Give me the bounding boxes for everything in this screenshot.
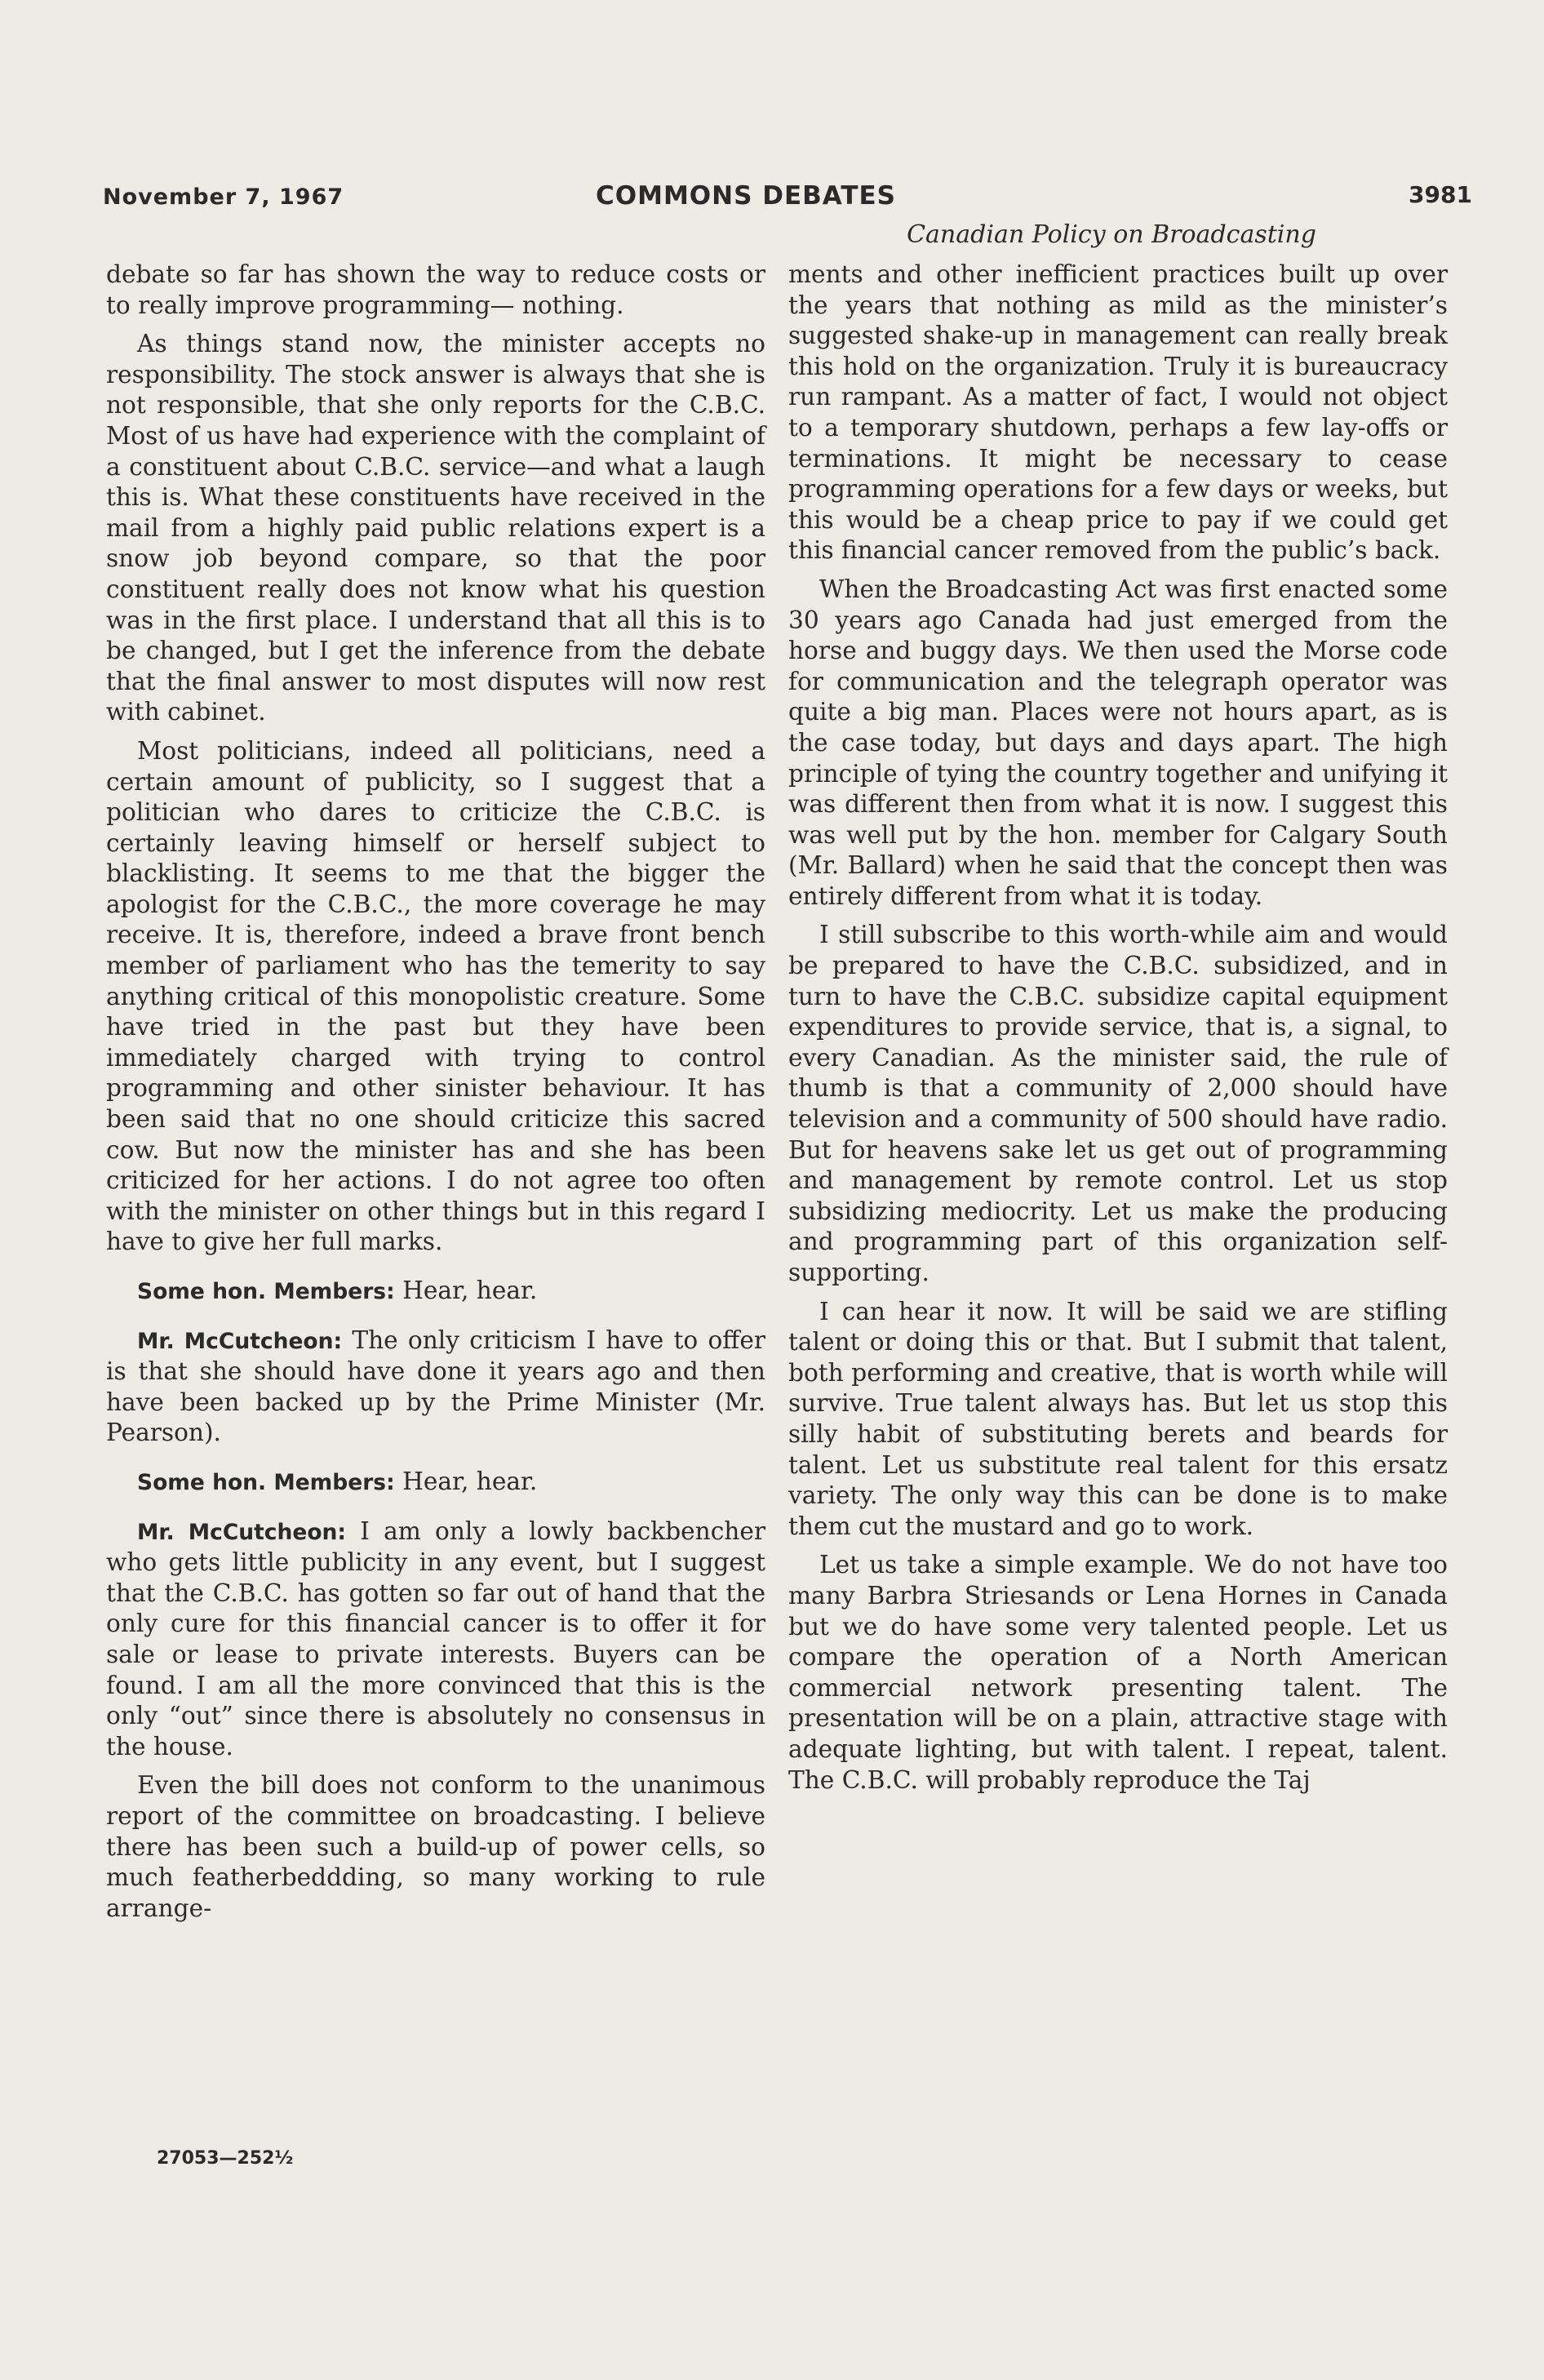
- paragraph: debate so far has shown the way to reduce costs or to really improve programming— nothing.: [106, 260, 765, 319]
- interjection: [106, 1276, 765, 1308]
- speaker-label: Mr. McCutcheon:: [137, 1328, 343, 1354]
- speaker-label: Some hon. Members:: [137, 1469, 395, 1495]
- speech: [106, 1516, 765, 1763]
- header-title: COMMONS DEBATES: [596, 181, 896, 211]
- speech-text: Hear, hear.: [402, 1277, 538, 1304]
- paragraph: As things stand now, the minister accepts no responsibility. The stock answer is always that she is not responsible, that she only reports for the C.B.C. Most of us have had experience with the complaint of a constituent about C.B.C. service—and what a laugh this is. What these constituents have received in the mail from a highly paid public relations expert is a snow job beyond compare, so that the poor constituent really does not know what his question was in the first place. I understand that all this is to be changed, but I get the inference from the debate that the final answer to most disputes will now rest with cabinet.: [106, 330, 765, 726]
- speech: [106, 1325, 765, 1449]
- paragraph: Most politicians, indeed all politicians, need a certain amount of publicity, so I suggest that a politician who dares to criticize the C.B.C. is certainly leaving himself or herself subject to blacklisting. It seems to me that the bigger the apologist for the C.B.C., the more coverage he may receive. It is, therefore, indeed a brave front bench member of parliament who has the temerity to say anything critical of this monopolistic creature. Some have tried in the past but they have been immediately charged with trying to control programming and other sinister behaviour. It has been said that no one should criticize this sacred cow. But now the minister has and she has been criticized for her actions. I do not agree too often with the minister on other things but in this regard I have to give her full marks.: [106, 736, 765, 1256]
- interjection: [106, 1467, 765, 1499]
- speech-text: Hear, hear.: [402, 1467, 538, 1495]
- right-column: [788, 260, 1448, 1804]
- paragraph: When the Broadcasting Act was first enacted some 30 years ago Canada had just emerged from the horse and buggy days. We then used the Morse code for communication and the telegraph operator was quite a big man. Places were not hours apart, as is the case today, but days and days apart. The high principle of tying the country together and unifying it was different then from what it is now. I suggest this was well put by the hon. member for Calgary South (Mr. Ballard) when he said that the concept then was entirely different from what it is today.: [788, 575, 1448, 910]
- running-head: Canadian Policy on Broadcasting: [907, 220, 1316, 249]
- page-number: 3981: [1409, 181, 1472, 208]
- speaker-label: Mr. McCutcheon:: [137, 1519, 347, 1545]
- paragraph: I still subscribe to this worth-while aim and would be prepared to have the C.B.C. subsidized, and in turn to have the C.B.C. subsidize capital equipment expenditures to provide service, that is, a signal, to every Canadian. As the minister said, the rule of thumb is that a community of 2,000 should have television and a community of 500 should have radio. But for heavens sake let us get out of programming and management by remote control. Let us stop subsidizing mediocrity. Let us make the producing and programming part of this organization self-supporting.: [788, 921, 1448, 1286]
- speaker-label: Some hon. Members:: [137, 1279, 395, 1304]
- paragraph: I can hear it now. It will be said we are stifling talent or doing this or that. But I submit that talent, both performing and creative, that is worth while will survive. True talent always has. But let us stop this silly habit of substituting berets and beards for talent. Let us substitute real talent for this ersatz variety. The only way this can be done is to make them cut the mustard and go to work.: [788, 1297, 1448, 1540]
- paragraph: Even the bill does not conform to the unanimous report of the committee on broadcasting. I believe there has been such a build-up of power cells, so much featherbeddding, so many working to rule arrange-: [106, 1771, 765, 1922]
- paragraph: Let us take a simple example. We do not have too many Barbra Striesands or Lena Hornes in Canada but we do have some very talented people. Let us compare the operation of a North American commercial network presenting talent. The presentation will be on a plain, attractive stage with adequate lighting, but with talent. I repeat, talent. The C.B.C. will probably reproduce the Taj: [788, 1551, 1448, 1794]
- speech-text: The only criticism I have to offer is that she should have done it years ago and then have been backed up by the Prime Minister (Mr. Pearson).: [106, 1325, 765, 1447]
- paragraph: ments and other inefficient practices built up over the years that nothing as mild as the minister’s suggested shake-up in management can really break this hold on the organization. Truly it is bureaucracy run rampant. As a matter of fact, I would not object to a temporary shutdown, perhaps a few lay-offs or terminations. It might be necessary to cease programming operations for a few days or weeks, but this would be a cheap price to pay if we could get this financial cancer removed from the public’s back.: [788, 260, 1448, 565]
- header-date: November 7, 1967: [103, 184, 344, 210]
- speech-text: I am only a lowly backbencher who gets little publicity in any event, but I suggest that the C.B.C. has gotten so far out of hand that the only cure for this financial cancer is to offer it for sale or lease to private interests. Buyers can be found. I am all the more convinced that this is the only “out” since there is absolutely no consensus in the house.: [106, 1516, 765, 1761]
- footer-code: 27053—252½: [157, 2148, 294, 2169]
- left-column: [106, 260, 765, 1932]
